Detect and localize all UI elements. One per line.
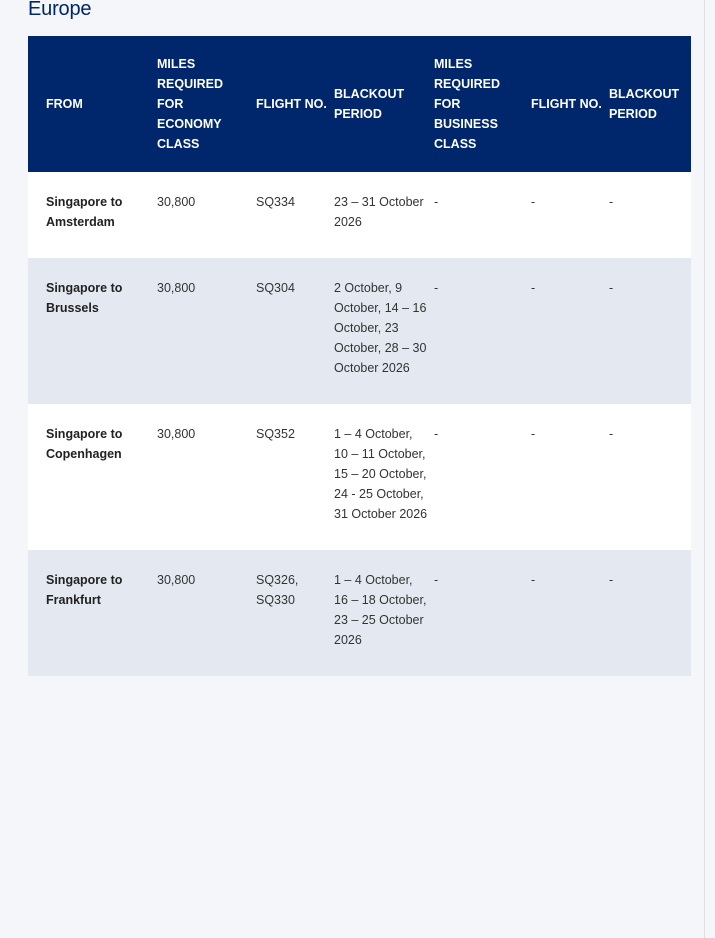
- cell-flight-no-business: -: [531, 281, 536, 295]
- cell-flight-no-economy: SQ304: [256, 281, 295, 295]
- cell-miles-business: -: [434, 427, 439, 441]
- cell-blackout-business: -: [609, 281, 614, 295]
- cell-miles-economy: 30,800: [157, 573, 196, 587]
- cell-flight-no-business: -: [531, 195, 536, 209]
- cell-flight-no-economy: SQ334: [256, 195, 295, 209]
- cell-flight-no-economy: SQ326, SQ330: [256, 573, 299, 607]
- table-row: [28, 550, 691, 676]
- table-row: [28, 172, 691, 258]
- header-miles-business: MILES REQUIRED FOR BUSINESS CLASS: [434, 57, 500, 151]
- cell-route: Singapore to Brussels: [46, 281, 123, 315]
- header-flight-no-business: FLIGHT NO.: [531, 97, 602, 111]
- cell-flight-no-business: -: [531, 573, 536, 587]
- section-title: Europe: [28, 0, 92, 20]
- header-blackout-business: BLACKOUT PERIOD: [609, 87, 680, 121]
- cell-flight-no-economy: SQ352: [256, 427, 295, 441]
- cell-miles-economy: 30,800: [157, 281, 196, 295]
- cell-miles-business: -: [434, 281, 439, 295]
- cell-blackout-business: -: [609, 195, 614, 209]
- header-flight-no-economy: FLIGHT NO.: [256, 97, 327, 111]
- table-header: [28, 36, 691, 172]
- cell-blackout-economy: 1 – 4 October, 16 – 18 October, 23 – 25 October 2026: [334, 573, 427, 647]
- page-edge-divider: [704, 0, 705, 938]
- table-row: [28, 404, 691, 550]
- redemption-table-container: [28, 36, 691, 676]
- cell-miles-business: -: [434, 573, 439, 587]
- cell-flight-no-business: -: [531, 427, 536, 441]
- cell-route: Singapore to Copenhagen: [46, 427, 123, 461]
- cell-blackout-economy: 1 – 4 October, 10 – 11 October, 15 – 20 October, 24 - 25 October, 31 October 2026: [334, 427, 428, 521]
- cell-miles-economy: 30,800: [157, 427, 196, 441]
- cell-blackout-economy: 23 – 31 October 2026: [334, 195, 424, 229]
- cell-route: Singapore to Frankfurt: [46, 573, 123, 607]
- cell-blackout-business: -: [609, 573, 614, 587]
- redemption-table: [28, 36, 691, 676]
- table-row: [28, 258, 691, 404]
- cell-miles-business: -: [434, 195, 439, 209]
- cell-blackout-business: -: [609, 427, 614, 441]
- header-blackout-economy: BLACKOUT PERIOD: [334, 87, 405, 121]
- cell-blackout-economy: 2 October, 9 October, 14 – 16 October, 23 October, 28 – 30 October 2026: [334, 281, 427, 375]
- cell-miles-economy: 30,800: [157, 195, 196, 209]
- cell-route: Singapore to Amsterdam: [46, 195, 123, 229]
- header-from: FROM: [46, 97, 83, 111]
- table-header-row: [28, 36, 691, 172]
- table-body: [28, 172, 691, 676]
- header-miles-economy: MILES REQUIRED FOR ECONOMY CLASS: [157, 57, 223, 151]
